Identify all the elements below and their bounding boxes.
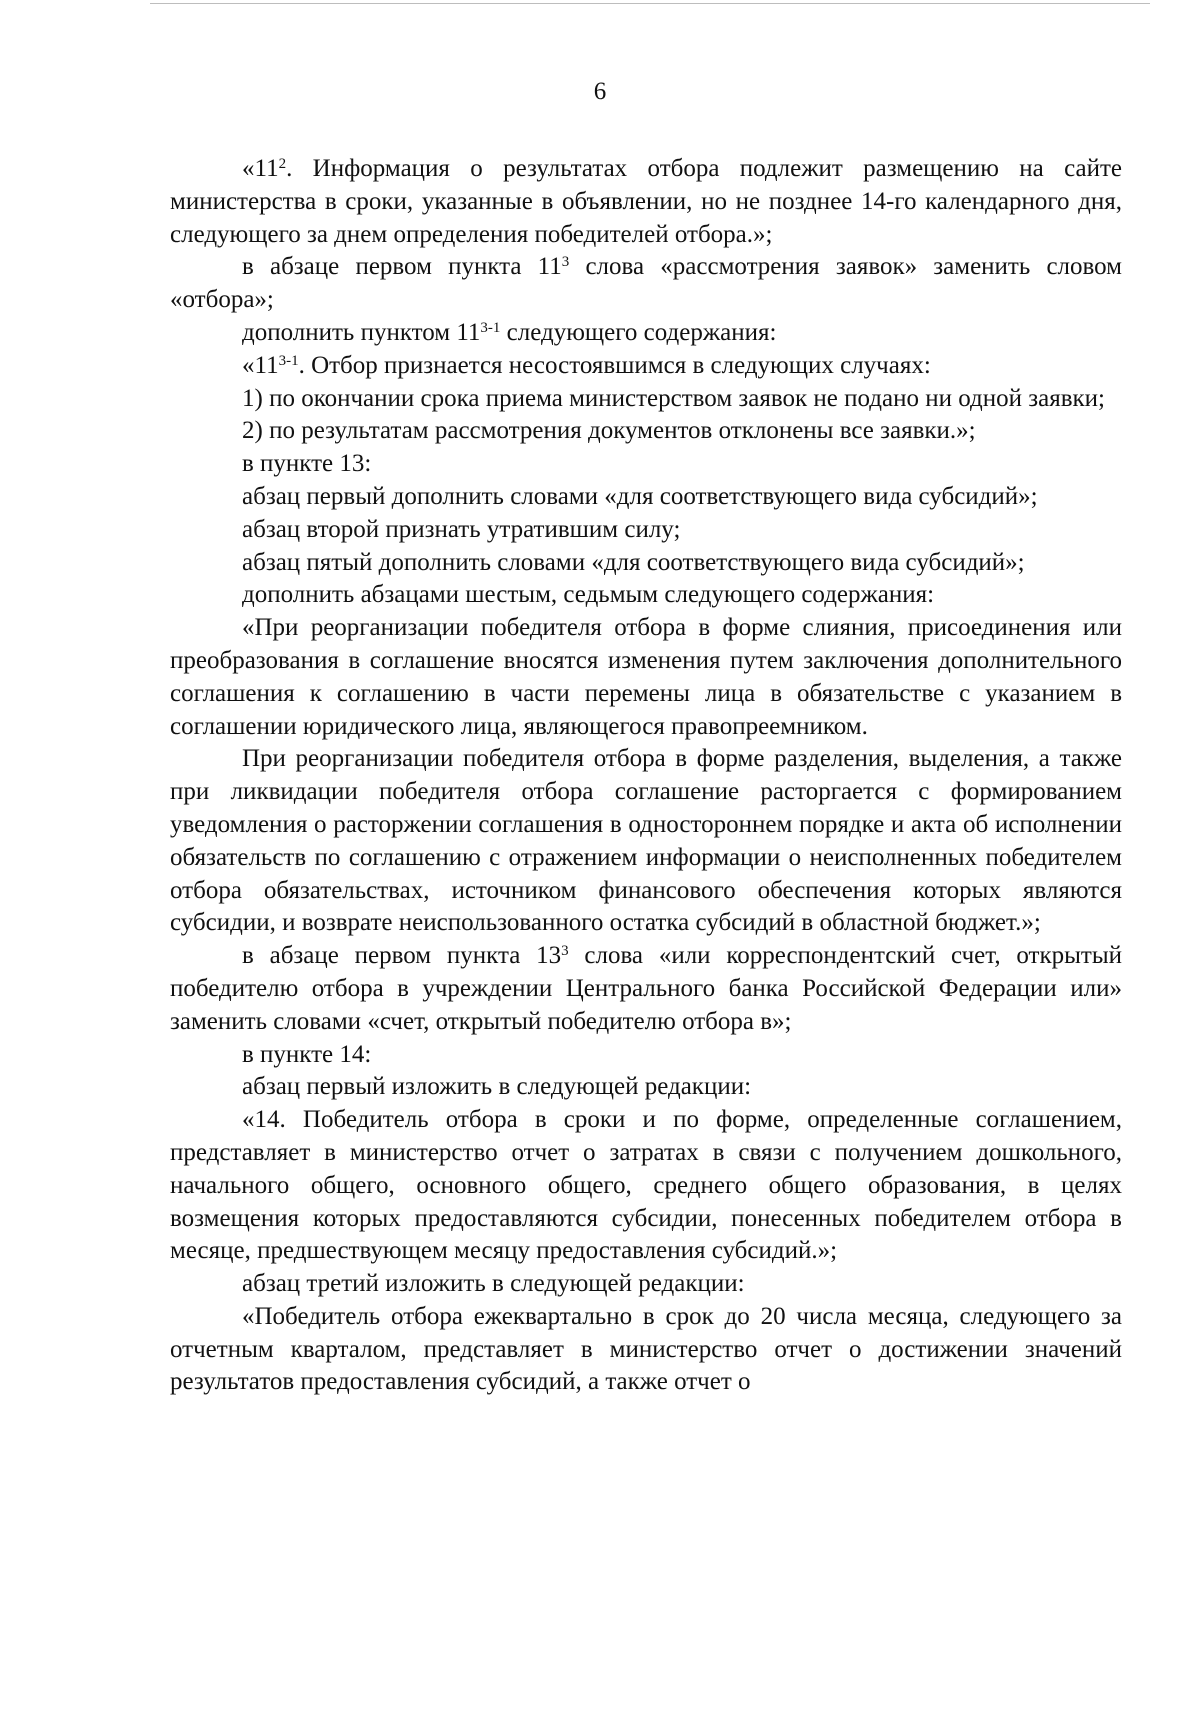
paragraph-case-1: 1) по окончании срока приема министерством заявок не подано ни одной заявки;: [242, 384, 1105, 412]
paragraph-13-fifth: абзац пятый дополнить словами «для соответствующего вида субсидий»;: [242, 548, 1025, 576]
paragraph-add-11-3-1: дополнить пунктом 11$^{3-1}$ следующего содержания:: [242, 318, 777, 346]
paragraph-11-3-1: «11$^{3-1}$. Отбор признается несостоявшимся в следующих случаях:: [242, 351, 931, 379]
paragraph-reorganization-merge: «При реорганизации победителя отбора в форме слияния, присоединения или преобразования в соглашение вносятся изменения путем заключения дополнительного соглашения к соглашению в части перемены лица в обязательстве с указанием в соглашении юридического лица, являющегося правопреемником.: [170, 614, 1122, 740]
paragraph-13-second: абзац второй признать утратившим силу;: [242, 515, 681, 543]
paragraph-13-add: дополнить абзацами шестым, седьмым следующего содержания:: [242, 581, 935, 609]
scan-edge-line: [150, 3, 1150, 4]
paragraph-14-third: абзац третий изложить в следующей редакции:: [242, 1270, 745, 1298]
paragraph-item-13: в пункте 13:: [242, 450, 372, 478]
paragraph-13-first: абзац первый дополнить словами «для соответствующего вида субсидий»;: [242, 482, 1038, 510]
paragraph-item-14: в пункте 14:: [242, 1040, 372, 1068]
document-body: [170, 153, 1122, 1399]
paragraph-11-2: «$11^2$. Информация о результатах отбора подлежит размещению на сайте министерства в сроки, указанные в объявлении, но не позднее 14-го календарного дня, следующего за днем определения победителей отбора.»;: [170, 155, 1122, 248]
paragraph-reorganization-split: При реорганизации победителя отбора в форме разделения, выделения, а также при ликвидации победителя отбора соглашение расторгается с формированием уведомления о расторжении соглашения в одностороннем порядке и акта об исполнении обязательств по соглашению с отражением информации о неисполненных победителем отбора обязательствах, источником финансового обеспечения которых являются субсидии, и возврате неиспользованного остатка субсидий в областной бюджет.»;: [170, 745, 1122, 937]
paragraph-14-first: абзац первый изложить в следующей редакции:: [242, 1073, 752, 1101]
paragraph-quarterly-report: «Победитель отбора ежеквартально в срок до 20 числа месяца, следующего за отчетным кварталом, представляет в министерство отчет о достижении значений результатов предоставления субсидий, а также отчет о: [170, 1302, 1122, 1396]
paragraph-amend-11-3: в абзаце первом пункта $11^3$ слова «рассмотрения заявок» заменить словом «отбора»;: [170, 253, 1122, 314]
paragraph-case-2: 2) по результатам рассмотрения документов отклонены все заявки.»;: [242, 417, 976, 445]
paragraph-amend-13-3: в абзаце первом пункта $13^3$ слова «или корреспондентский счет, открытый победителю отбора в учреждении Центрального банка Российской Федерации или» заменить словами «счет, открытый победителю отбора в»;: [170, 942, 1123, 1035]
paragraph-14-text: «14. Победитель отбора в сроки и по форме, определенные соглашением, представляет в министерство отчет о затратах в связи с получением дошкольного, начального общего, основного общего, среднего общего образования, в целях возмещения которых предоставляются субсидии, понесенных победителем отбора в месяце, предшествующем месяцу предоставления субсидий.»;: [170, 1106, 1122, 1265]
page-number: 6: [593, 78, 607, 105]
